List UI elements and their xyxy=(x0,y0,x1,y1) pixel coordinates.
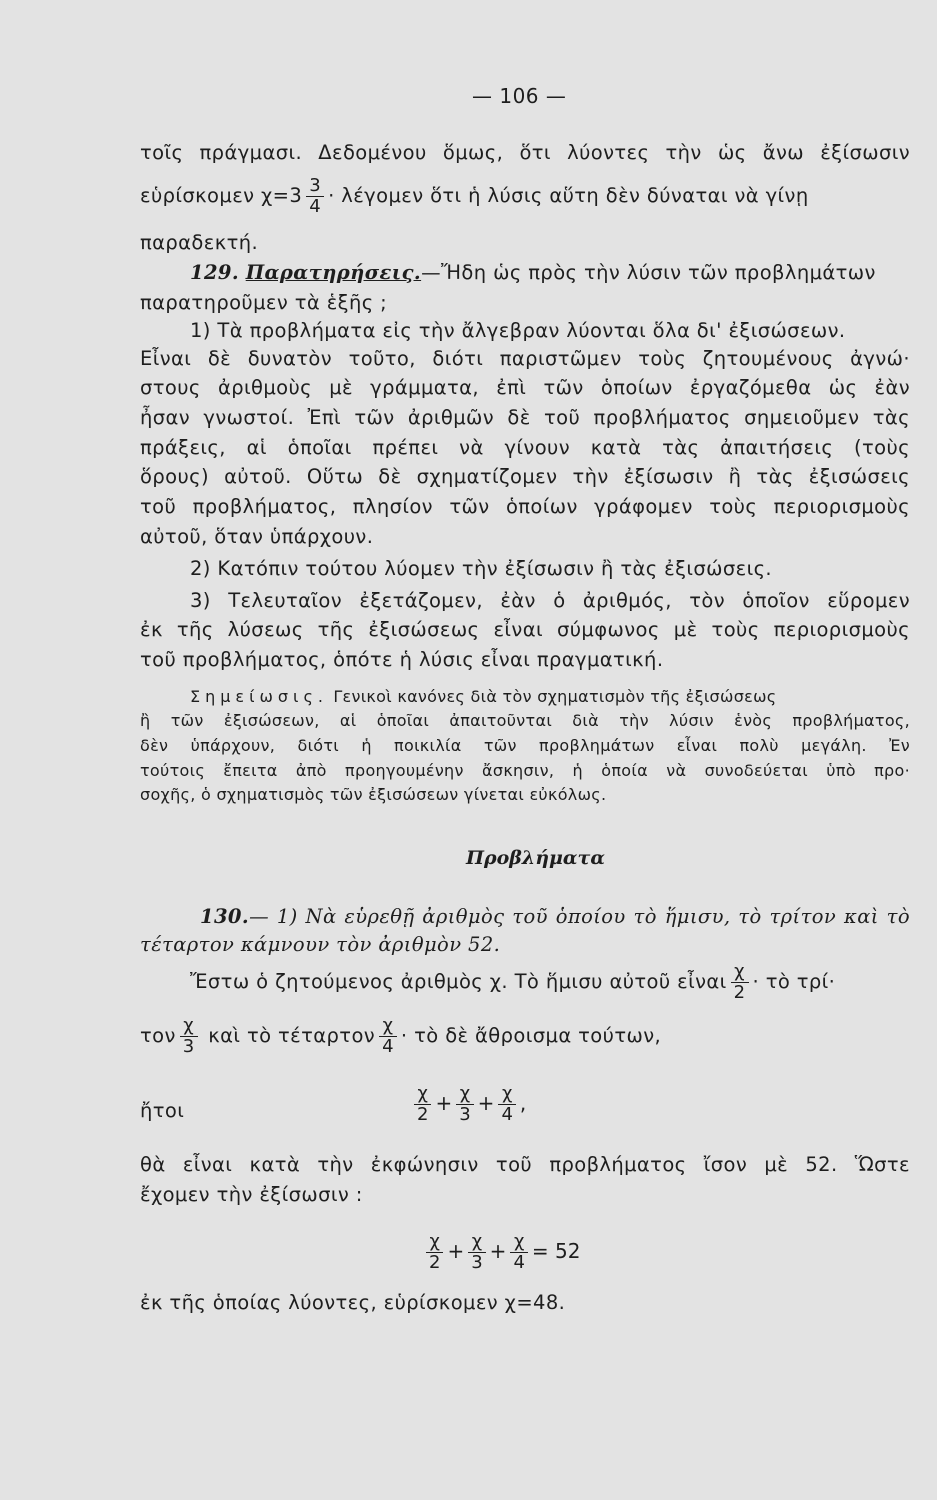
text-fragment: · λέγομεν ὅτι ἡ λύσις αὕτη δὲν δύναται νὰ γίνῃ xyxy=(328,184,809,207)
numerator: χ xyxy=(379,1016,397,1037)
text-fragment: τον xyxy=(140,1024,176,1047)
numerator: χ xyxy=(414,1084,431,1105)
text-fragment: — 1) Νὰ εὑρεθῇ ἀριθμὸς τοῦ ὁποίου τὸ ἥμισυ, τὸ τρίτον καὶ τὸ xyxy=(249,905,910,928)
equals-52: = 52 xyxy=(531,1239,581,1263)
text-line: παρατηροῦμεν τὰ ἑξῆς ; xyxy=(140,291,388,314)
denominator: 2 xyxy=(733,982,746,1003)
numerator: χ xyxy=(180,1016,198,1037)
problem-line: τέταρτον κάμνουν τὸν ἀριθμὸν 52. xyxy=(140,933,501,956)
text-line: πράξεις, αἱ ὁποῖαι πρέπει νὰ γίνουν κατὰ τὰς ἀπαιτήσεις (τοὺς xyxy=(140,436,910,459)
text-fragment: · τὸ δὲ ἄθροισμα τούτων, xyxy=(400,1024,662,1047)
denominator: 3 xyxy=(471,1252,483,1273)
section-number: 129. xyxy=(190,261,240,284)
note-label: Σημείωσις. xyxy=(190,687,328,706)
text-line: 3) Τελευταῖον ἐξετάζομεν, ἐὰν ὁ ἀριθμός, τὸν ὁποῖον εὕρομεν xyxy=(190,589,910,612)
numerator: χ xyxy=(468,1232,485,1253)
fraction xyxy=(468,1232,485,1273)
text-line: ἐκ τῆς ὁποίας λύοντες, εὑρίσκομεν χ=48. xyxy=(140,1291,566,1314)
text-line: παραδεκτή. xyxy=(140,231,259,254)
plus-sign: + xyxy=(489,1239,507,1263)
text-fragment: εὑρίσκομεν χ=3 xyxy=(140,184,303,207)
text-line: τοῦ προβλήματος, πλησίον τῶν ὁποίων γράφομεν τοὺς περιορισμοὺς xyxy=(140,495,910,518)
numerator: χ xyxy=(498,1084,515,1105)
denominator: 2 xyxy=(429,1252,441,1273)
denominator: 4 xyxy=(382,1036,394,1057)
denominator: 3 xyxy=(182,1036,195,1057)
denominator: 4 xyxy=(309,196,322,217)
text-fragment: Ἔστω ὁ ζητούμενος ἀριθμὸς χ. Τὸ ἥμισυ αὐτοῦ εἶναι xyxy=(190,970,727,993)
section-title: Παρατηρήσεις. xyxy=(245,261,422,284)
fraction xyxy=(414,1084,431,1125)
text-line: Εἶναι δὲ δυνατὸν τοῦτο, διότι παριστῶμεν τοὺς ζητουμένους ἀγνώ· xyxy=(140,347,910,370)
denominator: 2 xyxy=(417,1104,429,1125)
equation xyxy=(410,1084,526,1125)
problem-number: 130. xyxy=(200,905,250,928)
text-line xyxy=(140,176,910,217)
text-line: ἐκ τῆς λύσεως τῆς ἐξισώσεως εἶναι σύμφωνος μὲ τοὺς περιορισμοὺς xyxy=(140,618,910,641)
note-line xyxy=(190,684,910,710)
text-line: ὅρους) αὐτοῦ. Οὕτω δὲ σχηματίζομεν τὴν ἐξίσωσιν ἢ τὰς ἐξισώσεις xyxy=(140,465,910,488)
text-line: τοῦ προβλήματος, ὁπότε ἡ λύσις εἶναι πραγματική. xyxy=(140,648,664,671)
text-line: ἤτοι xyxy=(140,1099,185,1122)
numerator: χ xyxy=(510,1232,527,1253)
text-line xyxy=(190,962,910,1003)
numerator: χ xyxy=(426,1232,443,1253)
text-fragment: —Ἤδη ὡς πρὸς τὴν λύσιν τῶν προβλημάτων xyxy=(421,261,876,284)
numerator: χ xyxy=(456,1084,473,1105)
text-line: τοῖς πράγμασι. Δεδομένου ὅμως, ὅτι λύοντες τὴν ὡς ἄνω ἐξίσωσιν xyxy=(140,141,910,164)
fraction xyxy=(498,1084,515,1125)
note-line: σοχῆς, ὁ σχηματισμὸς τῶν ἐξισώσεων γίνεται εὐκόλως. xyxy=(140,785,607,804)
fraction xyxy=(731,962,749,1003)
note-line: δὲν ὑπάρχουν, διότι ἡ ποικιλία τῶν προβλημάτων εἶναι πολὺ μεγάλη. Ἐν xyxy=(140,736,910,755)
comma: , xyxy=(519,1091,527,1115)
fraction xyxy=(456,1084,473,1125)
section-heading: Προβλήματα xyxy=(466,847,605,869)
text-line: αὐτοῦ, ὅταν ὑπάρχουν. xyxy=(140,525,374,548)
fraction xyxy=(379,1016,397,1057)
equation xyxy=(422,1232,580,1273)
text-fragment: · τὸ τρί· xyxy=(752,970,836,993)
plus-sign: + xyxy=(435,1091,453,1115)
text-line: 2) Κατόπιν τούτου λύομεν τὴν ἐξίσωσιν ἢ τὰς ἐξισώσεις. xyxy=(190,557,773,580)
text-fragment: Γενικοὶ κανόνες διὰ τὸν σχηματισμὸν τῆς ἐξισώσεως xyxy=(333,687,777,706)
fraction xyxy=(510,1232,527,1273)
plus-sign: + xyxy=(447,1239,465,1263)
text-line: θὰ εἶναι κατὰ τὴν ἐκφώνησιν τοῦ προβλήματος ἴσον μὲ 52. Ὥστε xyxy=(140,1153,910,1176)
denominator: 3 xyxy=(459,1104,471,1125)
note-line: ἢ τῶν ἐξισώσεων, αἱ ὁποῖαι ἀπαιτοῦνται διὰ τὴν λύσιν ἑνὸς προβλήματος, xyxy=(140,711,910,730)
page-number: — 106 — xyxy=(472,84,567,108)
problem-line xyxy=(200,904,910,930)
note-line: τούτοις ἔπειτα ἀπὸ προηγουμένην ἄσκησιν, ἡ ὁποία νὰ συνοδεύεται ὑπὸ προ· xyxy=(140,761,910,780)
denominator: 4 xyxy=(513,1252,525,1273)
text-line: ἔχομεν τὴν ἐξίσωσιν : xyxy=(140,1183,363,1206)
numerator: 3 xyxy=(306,176,324,197)
text-line: ἦσαν γνωστοί. Ἐπὶ τῶν ἀριθμῶν δὲ τοῦ προβλήματος σημειοῦμεν τὰς xyxy=(140,406,910,429)
fraction xyxy=(426,1232,443,1273)
numerator: χ xyxy=(731,962,749,983)
text-line xyxy=(190,260,910,286)
fraction xyxy=(180,1016,198,1057)
text-line: 1) Τὰ προβλήματα εἰς τὴν ἄλγεβραν λύονται ὅλα δι' ἐξισώσεων. xyxy=(190,319,846,342)
fraction xyxy=(306,176,324,217)
text-line: στους ἀριθμοὺς μὲ γράμματα, ἐπὶ τῶν ὁποίων ἐργαζόμεθα ὡς ἐὰν xyxy=(140,376,910,399)
plus-sign: + xyxy=(477,1091,495,1115)
denominator: 4 xyxy=(501,1104,513,1125)
text-line xyxy=(140,1016,910,1057)
text-fragment: καὶ τὸ τέταρτον xyxy=(208,1024,376,1047)
